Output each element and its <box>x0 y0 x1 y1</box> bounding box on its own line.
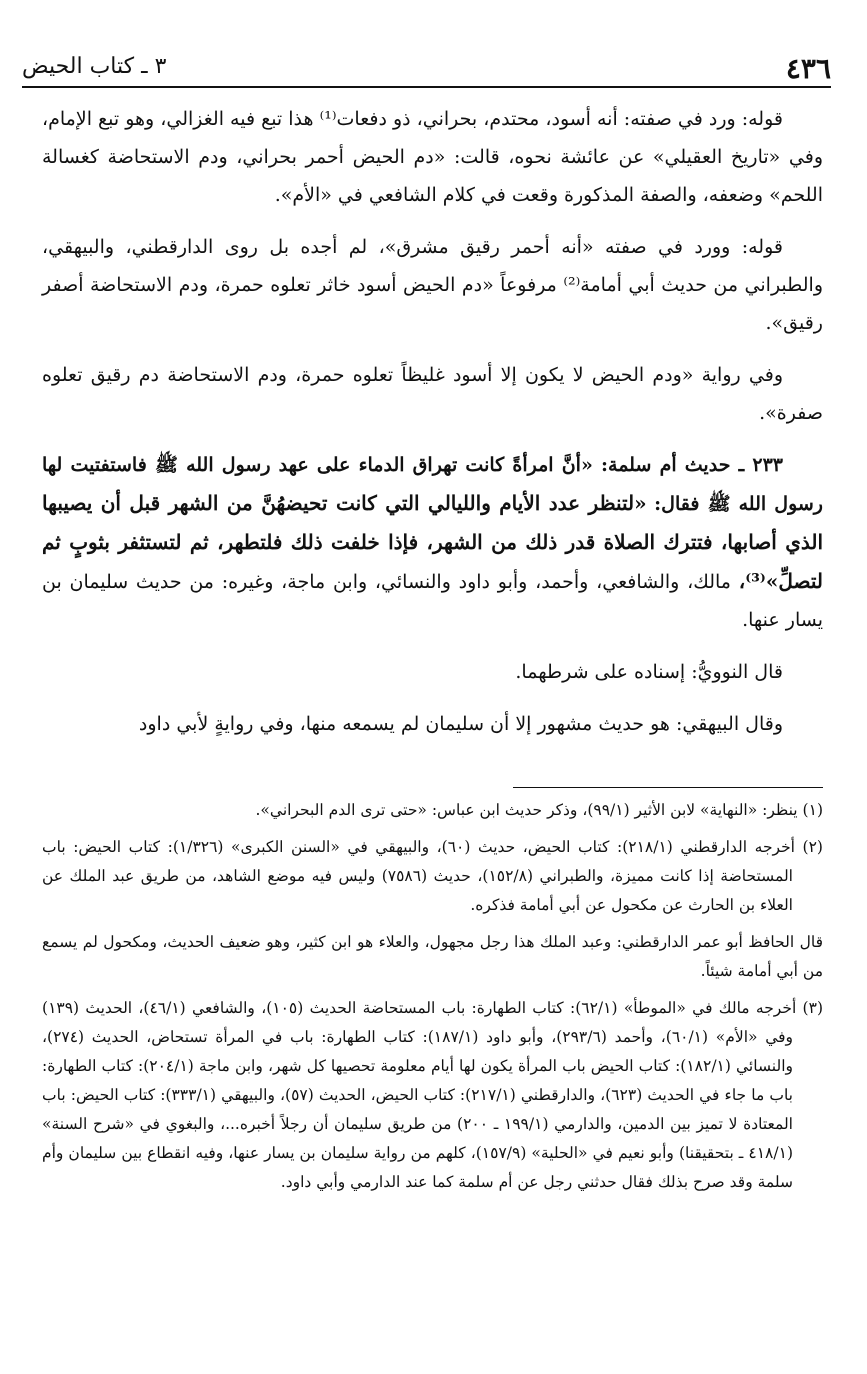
footnotes <box>42 796 823 1205</box>
hadith-text: «لتنظر عدد الأيام والليالي التي كانت تحيضهُنَّ من الشهر قبل أن يصيبها الذي أصابها، فتترك الصلاة قدر ذلك من الشهر، فإذا خلفت ذلك فلتطهر، ثم لتستثفر بثوبٍ ثم لتصلِّ»⁽³⁾، <box>42 491 824 593</box>
footnote-2-comment: قال الحافظ أبو عمر الدارقطني: وعبد الملك هذا رجل مجهول، والعلاء هو ابن كثير، وهو ضعيف الحديث، ومكحول لم يسمع من أبي أمامة شيئاً. <box>42 933 823 980</box>
chapter-title: ٣ ـ كتاب الحيض <box>22 54 167 79</box>
hadith-233 <box>42 446 823 639</box>
hadith-number-lead: ٢٣٣ ـ حديث أم سلمة: «أنَّ امرأةً كانت تهراق الدماء على عهد رسول الله ﷺ فاستفتيت لها رسول الله ﷺ فقال: <box>42 454 823 515</box>
header-divider <box>22 86 831 88</box>
paragraph-nawawi: قال النوويُّ: إسناده على شرطهما. <box>515 661 783 683</box>
paragraph-3: وفي رواية «ودم الحيض لا يكون إلا أسود غليظاً تعلوه حمرة، ودم الاستحاضة دم رقيق تعلوه صفرة». <box>42 364 823 424</box>
main-text <box>42 100 823 757</box>
hadith-sources: مالك، والشافعي، وأحمد، وأبو داود والنسائي، وابن ماجة، وغيره: من حديث سليمان بن يسار عنها. <box>42 571 823 631</box>
footnote-2: (٢) أخرجه الدارقطني (٢١٨/١): كتاب الحيض، حديث (٦٠)، والبيهقي في «السنن الكبرى» (١/٣٢٦): كتاب الحيض: باب المستحاضة إذا كانت مميزة، والطبراني (١٥٢/٨)، حديث (٧٥٨٦) وليس فيه موضع الشاهد، من طريق عبد الملك عن العلاء بن الحارث عن مكحول عن أبي أمامة فذكره. <box>42 838 823 914</box>
paragraph-2: قوله: وورد في صفته «أنه أحمر رقيق مشرق»، لم أجده بل روى الدارقطني، والبيهقي، والطبراني من حديث أبي أمامة⁽²⁾ مرفوعاً «دم الحيض أسود خاثر تعلوه حمرة، ودم الاستحاضة أصفر رقيق». <box>42 236 823 334</box>
footnote-divider <box>513 787 823 788</box>
footnote-3: (٣) أخرجه مالك في «الموطأ» (٦٢/١): كتاب الطهارة: باب المستحاضة الحديث (١٠٥)، والشافعي (٤٦/١)، الحديث (١٣٩) وفي «الأم» (٦٠/١)، وأحمد (٢٩٣/٦)، وأبو داود (١٨٧/١): كتاب الطهارة: باب في المرأة تستحاض، الحديث (٢٧٤)، والنسائي (١٨٢/١): كتاب الحيض باب المرأة يكون لها أيام معلومة تحصيها كل شهر، وابن ماجة (٢٠٤/١): كتاب الطهارة: باب ما جاء في الحديث (٦٢٣)، والدارقطني (٢١٧/١): كتاب الحيض، الحديث (٥٧)، والبيهقي (٣٣٣/١): كتاب الحيض: باب المعتادة لا تميز بين الدمين، والدارمي (١٩٩/١ ـ ٢٠٠) من طريق سليمان أن رجلاً أخبره...، والبغوي في «شرح السنة» (٤١٨/١ ـ بتحقيقنا) وأبو نعيم في «الحلية» (١٥٧/٩)، كلهم من رواية سليمان بن يسار عنها، وفيه انقطاع بين سليمان وأم سلمة وقد صرح بذلك فقال حدثني رجل عن أم سلمة كما عند الدارمي وأبي داود. <box>42 999 823 1191</box>
paragraph-bayhaqi: وقال البيهقي: هو حديث مشهور إلا أن سليمان لم يسمعه منها، وفي روايةٍ لأبي داود <box>138 713 783 735</box>
page-number: ٤٣٦ <box>785 52 831 85</box>
footnote-1: (١) ينظر: «النهاية» لابن الأثير (٩٩/١)، وذكر حديث ابن عباس: «حتى ترى الدم البحراني». <box>255 801 823 819</box>
page-header <box>22 42 831 84</box>
paragraph-1: قوله: ورد في صفته: أنه أسود، محتدم، بحراني، ذو دفعات⁽¹⁾ هذا تبع فيه الغزالي، وهو تبع الإمام، وفي «تاريخ العقيلي» عن عائشة نحوه، قالت: «دم الحيض أحمر بحراني، ودم الاستحاضة كغسالة اللحم» وضعفه، والصفة المذكورة وقعت في كلام الشافعي في «الأم». <box>42 108 823 206</box>
